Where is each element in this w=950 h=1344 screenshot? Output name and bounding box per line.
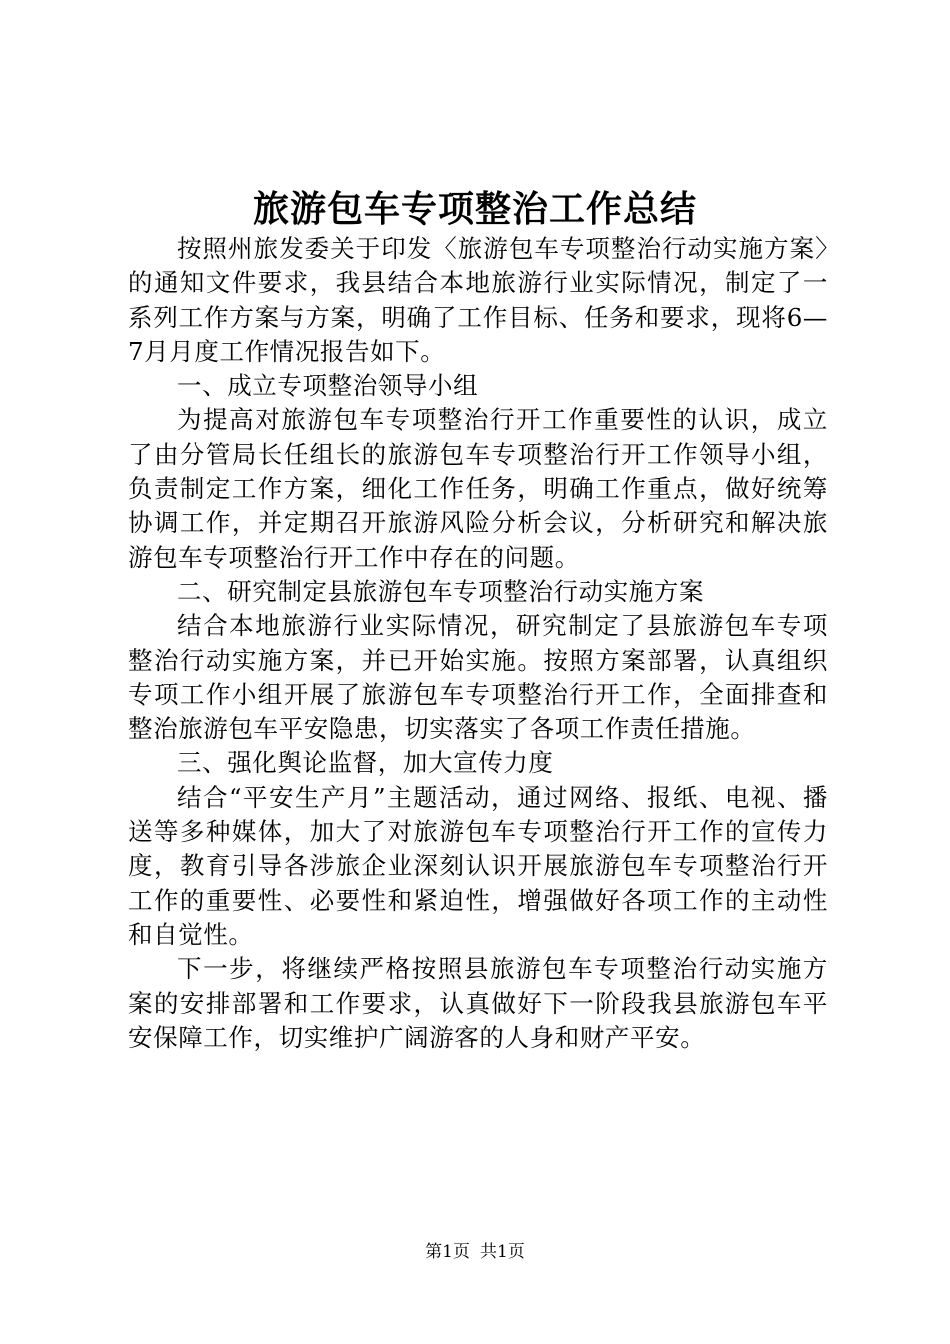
intro-paragraph: 按照州旅发委关于印发〈旅游包车专项整治行动实施方案〉的通知文件要求，我县结合本地旅游行业实际情况，制定了一系列工作方案与方案，明确了工作目标、任务和要求，现将6—7月月度工作情况报告如下。 [128,234,828,366]
section-paragraph-1: 为提高对旅游包车专项整治行开工作重要性的认识，成立了由分管局长任组长的旅游包车专项整治行开工作领导小组，负责制定工作方案，细化工作任务，明确工作重点，做好统筹协调工作，并定期召开旅游风险分析会议，分析研究和解决旅游包车专项整治行开工作中存在的问题。 [128,405,828,572]
section-heading-2: 二、研究制定县旅游包车专项整治行动实施方案 [177,576,705,606]
page-footer [0,1240,950,1264]
document-body [128,232,828,1055]
closing-paragraph: 下一步，将继续严格按照县旅游包车专项整治行动实施方案的安排部署和工作要求，认真做好下一阶段我县旅游包车平安保障工作，切实维护广阔游客的人身和财产平安。 [128,954,828,1052]
section-heading-1: 一、成立专项整治领导小组 [177,371,479,401]
section-paragraph-3: 结合“平安生产月”主题活动，通过网络、报纸、电视、播送等多种媒体，加大了对旅游包车专项整治行开工作的宣传力度，教育引导各涉旅企业深刻认识开展旅游包车专项整治行开工作的重要性、必要性和紧迫性，增强做好各项工作的主动性和自觉性。 [128,782,828,949]
section-heading-3: 三、强化舆论监督，加大宣传力度 [177,748,554,778]
document-title: 旅游包车专项整治工作总结 [252,188,697,230]
page-total: 共1页 [480,1242,525,1262]
section-paragraph-2: 结合本地旅游行业实际情况，研究制定了县旅游包车专项整治行动实施方案，并已开始实施。按照方案部署，认真组织专项工作小组开展了旅游包车专项整治行开工作，全面排查和整治旅游包车平安隐患，切实落实了各项工作责任措施。 [128,611,828,744]
page-number: 第1页 [425,1242,470,1262]
